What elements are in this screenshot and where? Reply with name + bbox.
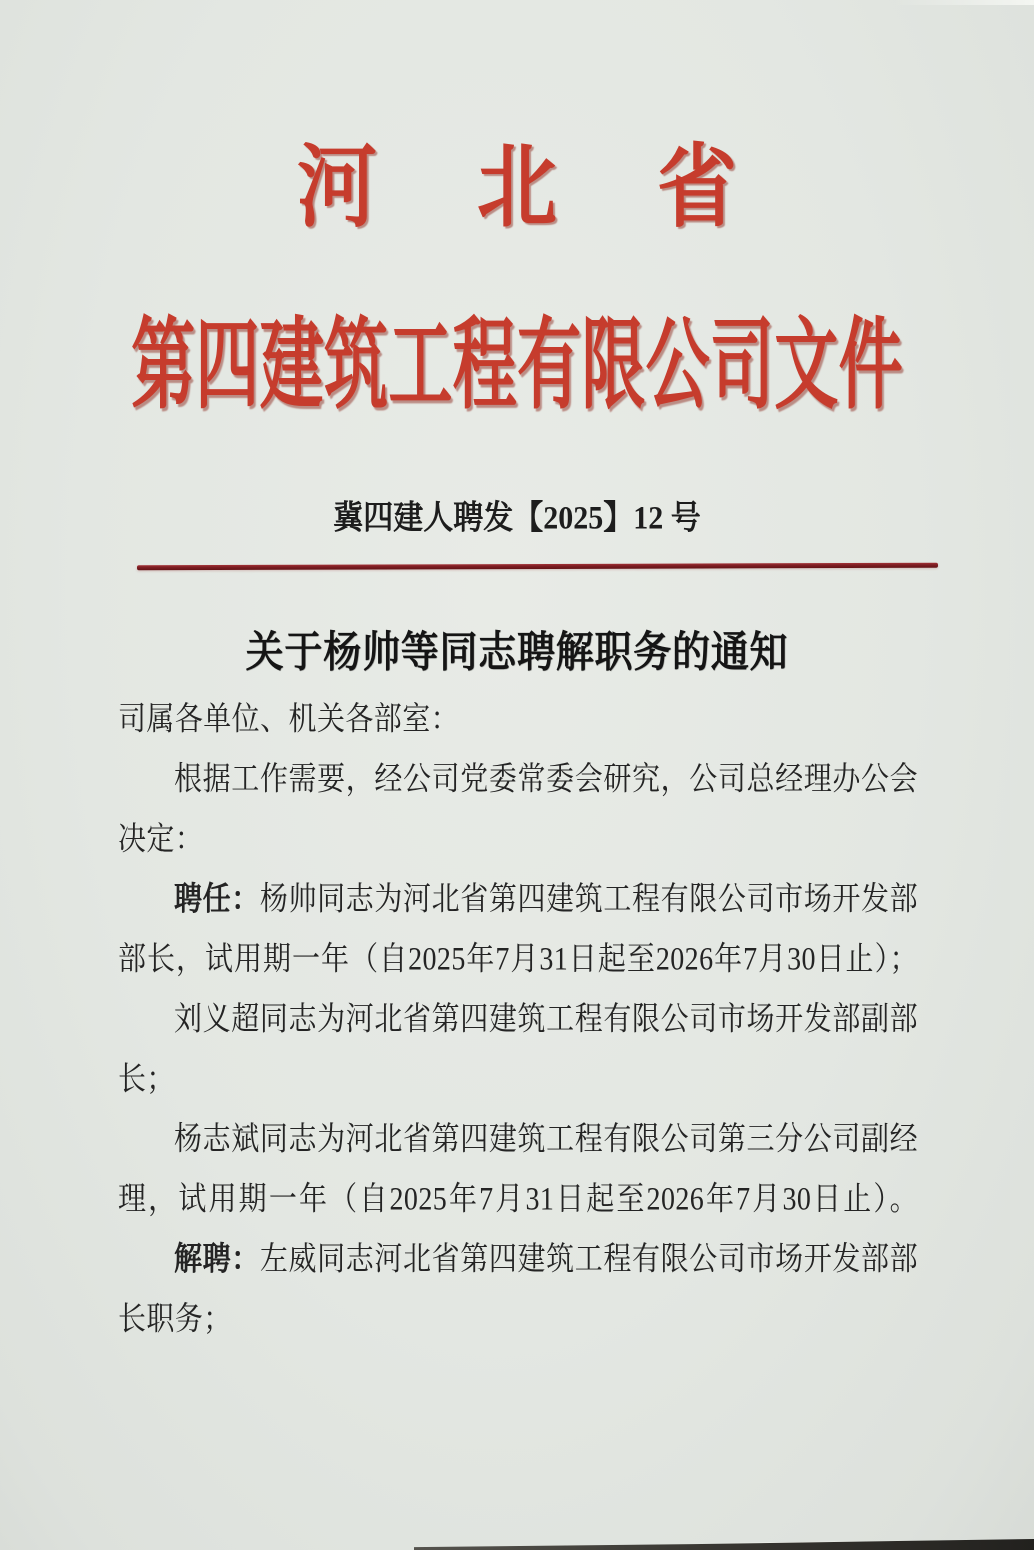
paper-corner-glare: [894, 0, 1034, 5]
body-line: 根据工作需要，经公司党委常委会研究，公司总经理办公会: [174, 761, 918, 798]
body-line: 长职务；: [118, 1301, 232, 1338]
notice-title: 关于杨帅等同志聘解职务的通知: [245, 629, 789, 677]
letterhead-province: 河北省: [297, 138, 837, 239]
notice-body: [118, 690, 918, 1350]
body-line: 长；: [118, 1061, 175, 1098]
document-number: 冀四建人聘发【2025】12 号: [333, 499, 701, 537]
body-line: 决定：: [118, 821, 204, 858]
body-line-bold-prefix: 聘任：: [174, 881, 260, 918]
body-line: 解聘：左威同志河北省第四建筑工程有限公司市场开发部部: [174, 1241, 918, 1278]
body-line: 刘义超同志为河北省第四建筑工程有限公司市场开发部副部: [174, 1001, 918, 1038]
body-line: 理，试用期一年（自2025年7月31日起至2026年7月30日止）。: [118, 1181, 918, 1218]
body-line: 部长，试用期一年（自2025年7月31日起至2026年7月30日止）；: [118, 941, 918, 978]
body-line: 聘任：杨帅同志为河北省第四建筑工程有限公司市场开发部: [174, 881, 918, 918]
letterhead-company: 第四建筑工程有限公司文件: [131, 310, 903, 421]
body-line: 司属各单位、机关各部室：: [118, 701, 460, 738]
body-line-bold-prefix: 解聘：: [174, 1241, 260, 1278]
red-divider-rule: [137, 563, 938, 571]
body-line: 杨志斌同志为河北省第四建筑工程有限公司第三分公司副经: [174, 1121, 918, 1158]
